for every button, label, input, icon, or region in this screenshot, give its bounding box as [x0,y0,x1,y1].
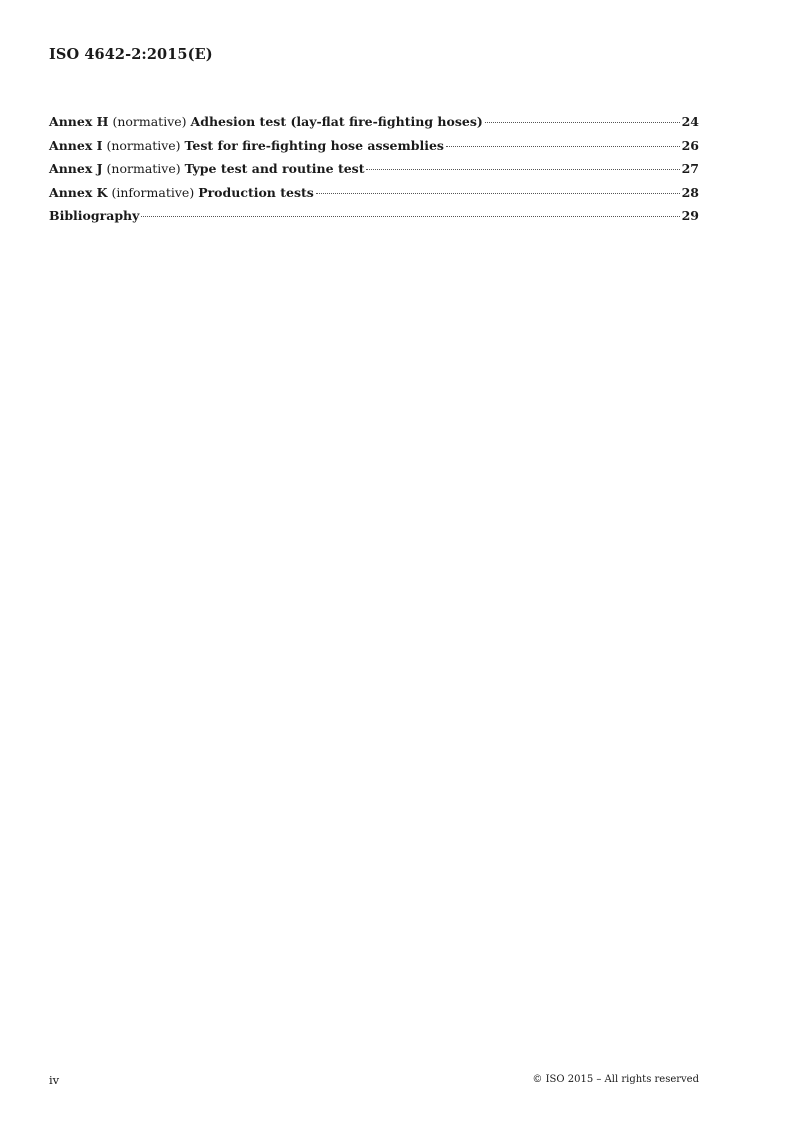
toc-entry-page: 29 [681,208,699,223]
toc-entry-label: Annex H [49,114,109,129]
toc-entry-label: Annex K [49,184,108,200]
toc-leader-dots [316,193,680,194]
toc-entry-page: 27 [681,161,699,176]
toc-entry-title: Type test and routine test [184,161,365,176]
toc-entry-title: Adhesion test (lay-flat fire-fighting hoses) [190,114,483,129]
toc-entry-label: Annex J [49,161,103,176]
toc-entry-title: Production tests [198,184,314,200]
toc-entry-page: 24 [681,114,699,129]
toc-entry-page: 28 [681,184,699,200]
footer-page-number: iv [49,1073,60,1087]
toc-leader-dots [446,146,680,147]
toc-entry-label: Annex I [49,137,103,153]
toc-entry-annex-k[interactable] [49,181,699,205]
toc-entry-annex-j[interactable] [49,157,699,181]
toc-entry-type: (informative) [111,184,195,200]
toc-entry-type: (normative) [106,137,181,153]
toc-entry-label: Bibliography [49,208,140,223]
toc-entry-type: (normative) [112,114,187,129]
toc-entry-bibliography[interactable] [49,204,699,228]
document-id-header: ISO 4642-2:2015(E) [49,46,213,63]
table-of-contents [49,110,699,228]
toc-leader-dots [366,169,679,170]
toc-entry-annex-i[interactable] [49,134,699,158]
toc-entry-title: Test for fire-fighting hose assemblies [184,137,444,153]
toc-leader-dots [141,216,679,217]
toc-entry-page: 26 [681,137,699,153]
toc-entry-type: (normative) [106,161,181,176]
footer-copyright: © ISO 2015 – All rights reserved [532,1074,699,1085]
toc-leader-dots [485,122,680,123]
toc-entry-annex-h[interactable] [49,110,699,134]
